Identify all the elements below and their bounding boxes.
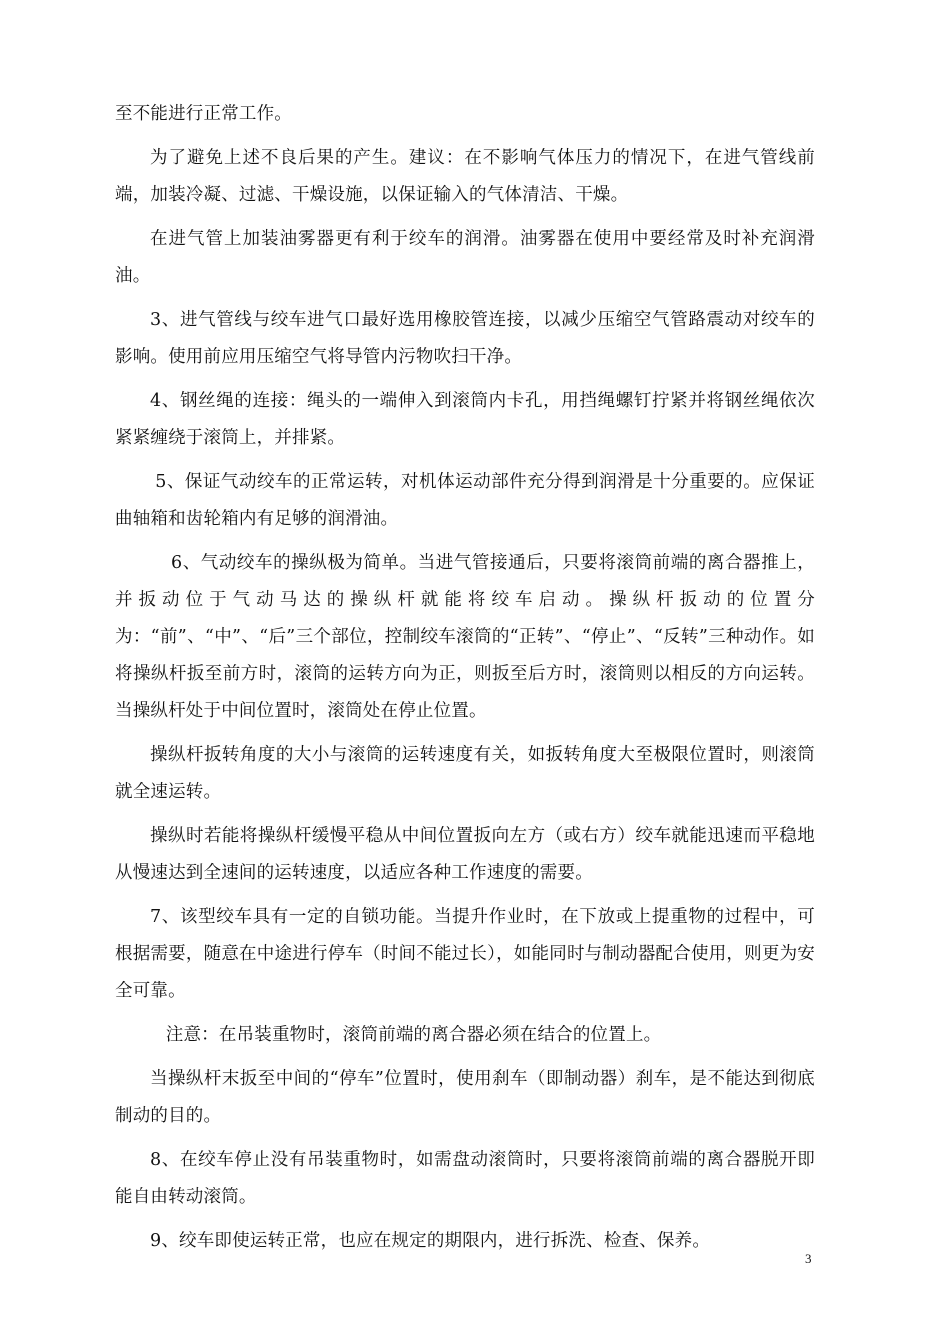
- document-body: [115, 96, 815, 1267]
- paragraph-item-3: 3、进气管线与绞车进气口最好选用橡胶管连接，以减少压缩空气管路震动对绞车的影响。使用前应用压缩空气将导管内污物吹扫干净。: [115, 310, 815, 367]
- paragraph-lever-operation: 操纵时若能将操纵杆缓慢平稳从中间位置扳向左方（或右方）绞车就能迅速而平稳地从慢速达到全速间的运转速度，以适应各种工作速度的需要。: [115, 826, 815, 883]
- paragraph-continuation: 至不能进行正常工作。: [115, 104, 292, 124]
- paragraph-brake: 当操纵杆末扳至中间的“停车”位置时，使用刹车（即制动器）刹车，是不能达到彻底制动的目的。: [115, 1069, 815, 1126]
- paragraph-item-9: 9、绞车即使运转正常，也应在规定的期限内，进行拆洗、检查、保养。: [150, 1231, 711, 1251]
- paragraph-item-5: 5、保证气动绞车的正常运转，对机体运动部件充分得到润滑是十分重要的。应保证曲轴箱和齿轮箱内有足够的润滑油。: [115, 472, 815, 529]
- page-number: 3: [805, 1251, 812, 1266]
- paragraph-item-8: 8、在绞车停止没有吊装重物时，如需盘动滚筒时，只要将滚筒前端的离合器脱开即能自由转动滚筒。: [115, 1150, 815, 1207]
- paragraph-lever-angle: 操纵杆扳转角度的大小与滚筒的运转速度有关，如扳转角度大至极限位置时，则滚筒就全速运转。: [115, 745, 815, 802]
- paragraph-item-6: 6、气动绞车的操纵极为简单。当进气管接通后，只要将滚筒前端的离合器推上，并扳动位于气动马达的操纵杆就能将绞车启动。操纵杆扳动的位置分为：“前”、“中”、“后”三个部位，控制绞车滚筒的“正转”、“停止”、“反转”三种动作。如将操纵杆扳至前方时，滚筒的运转方向为正，则扳至后方时，滚筒则以相反的方向运转。当操纵杆处于中间位置时，滚筒处在停止位置。: [115, 553, 815, 721]
- paragraph-recommendation: 为了避免上述不良后果的产生。建议：在不影响气体压力的情况下，在进气管线前端，加装冷凝、过滤、干燥设施，以保证输入的气体清洁、干燥。: [115, 148, 815, 205]
- paragraph-oil-mister: 在进气管上加装油雾器更有利于绞车的润滑。油雾器在使用中要经常及时补充润滑油。: [115, 229, 815, 286]
- paragraph-item-7: 7、该型绞车具有一定的自锁功能。当提升作业时，在下放或上提重物的过程中，可根据需要，随意在中途进行停车（时间不能过长），如能同时与制动器配合使用，则更为安全可靠。: [115, 907, 815, 1001]
- paragraph-item-4: 4、钢丝绳的连接：绳头的一端伸入到滚筒内卡孔，用挡绳螺钉拧紧并将钢丝绳依次紧紧缠绕于滚筒上，并排紧。: [115, 391, 815, 448]
- paragraph-note: 注意：在吊装重物时，滚筒前端的离合器必须在结合的位置上。: [165, 1025, 662, 1045]
